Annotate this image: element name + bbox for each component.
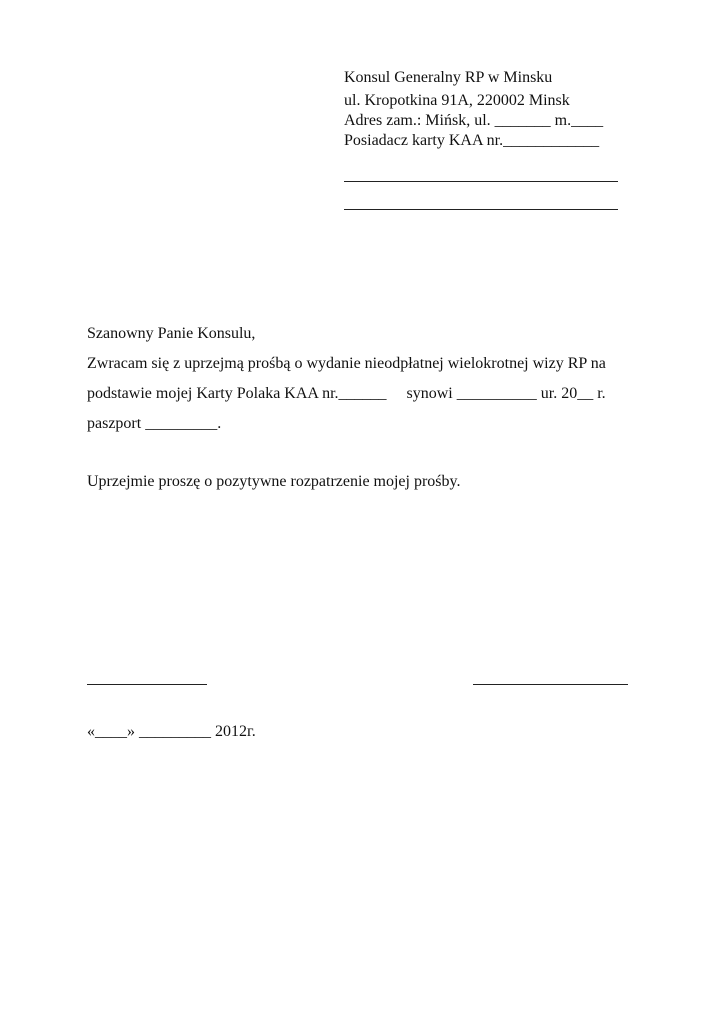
- salutation: Szanowny Panie Konsulu,: [87, 325, 256, 342]
- closing-request: Uprzejmie proszę o pozytywne rozpatrzenie mojej prośby.: [87, 473, 461, 490]
- request-line-2: podstawie mojej Karty Polaka KAA nr.______ synowi __________ ur. 20__ r.: [87, 385, 606, 402]
- signature-line-right: [473, 684, 628, 685]
- date-line: «____» _________ 2012г.: [87, 723, 256, 740]
- recipient-consul-line: Konsul Generalny RP w Minsku: [344, 69, 553, 86]
- blank-line-1: [344, 181, 618, 182]
- blank-line-2: [344, 209, 618, 210]
- recipient-street-line: ul. Kropotkina 91A, 220002 Minsk: [344, 92, 570, 109]
- applicant-address-line: Adres zam.: Mińsk, ul. _______ m.____: [344, 112, 604, 129]
- signature-line-left: [87, 684, 207, 685]
- request-line-3: paszport _________.: [87, 415, 222, 432]
- request-line-1: Zwracam się z uprzejmą prośbą o wydanie nieodpłatnej wielokrotnej wizy RP na: [87, 355, 606, 372]
- applicant-card-line: Posiadacz karty KAA nr.____________: [344, 132, 600, 149]
